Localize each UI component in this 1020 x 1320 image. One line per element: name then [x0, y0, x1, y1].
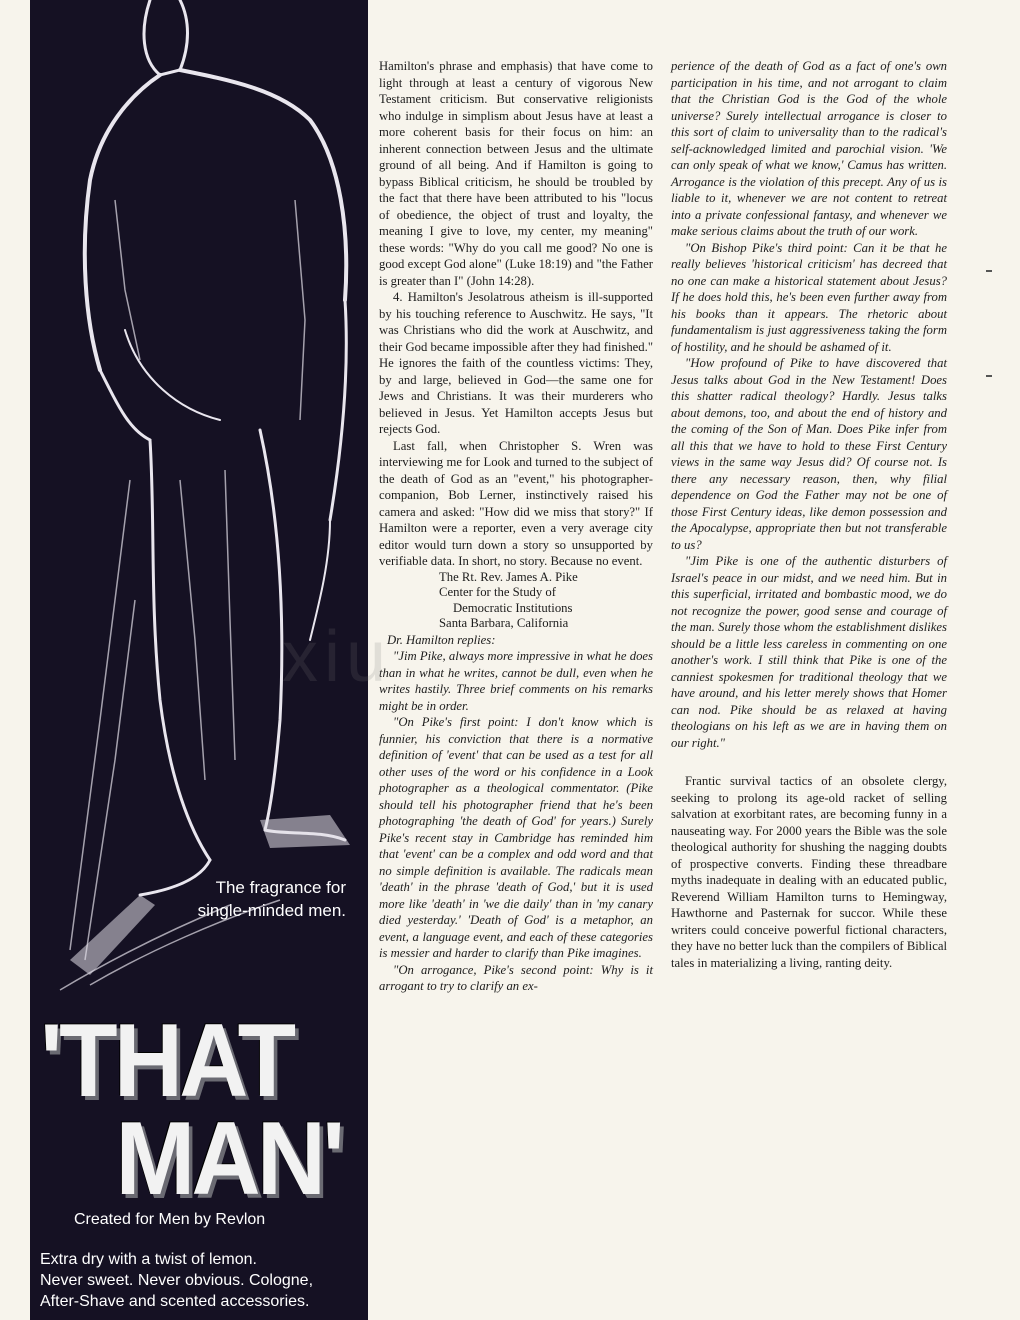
paragraph: "On Pike's first point: I don't know which is funnier, his conviction that there is a normative definition of 'event' that can be used as a test for all other uses of the word or his confidence in a Look photographer as a theological commentator. (Pike should tell his photographer friend that he's been photographing 'the death of God' for years.) Surely Pike's recent stay in Cambridge has reminded him that 'event' can be a complex and odd word and that no simple definition is available. The radicals mean 'death' in the phrase 'death of God,' but it is used more like 'death' in 'we die daily' than in 'my canary died yesterday.' 'Death of God' is a metaphor, an event, a language event, and each of these categories is messier and harder to clarify than Pike imagines.: [379, 715, 653, 960]
paragraph: 4. Hamilton's Jesolatrous atheism is ill-supported by his touching reference to Auschwitz. He says, "It was Christians who did the work at Auschwitz, and their God became impossible after they had finished." He ignores the faith of the countless victims: They, by and large, believed in God—the same one for Jews and Christians. It was their murderers who believed in Jesus. Yet Hamilton accepts Jesus but rejects God.: [379, 290, 653, 436]
paragraph: "Jim Pike, always more impressive in what he does than in what he writes, cannot be dull, even when he writes hastily. Three brief comments on his remarks might be in order.: [379, 649, 653, 713]
ad-footer-line2: Never sweet. Never obvious. Cologne,: [40, 1272, 314, 1289]
man-illustration: [30, 0, 368, 1010]
revlon-that-man-ad: [30, 0, 368, 1320]
paragraph: Last fall, when Christopher S. Wren was interviewing me for Look and turned to the subject of the death of God as an "event," his photographer-companion, Bob Lerner, instinctively raised his camera and asked: "How did we miss that story?" If Hamilton were a reporter, even a very average city editor would turn down a story so unsupported by verifiable data. In short, no story. Because no event.: [379, 438, 653, 568]
signature-line: Santa Barbara, California: [439, 616, 569, 630]
letter-separator: [671, 751, 947, 773]
edge-mark: [986, 375, 992, 377]
ad-tagline-line1: The fragrance for: [215, 878, 346, 897]
ad-footer-line1: Extra dry with a twist of lemon.: [40, 1251, 257, 1268]
ad-tagline: [198, 876, 346, 922]
paragraph: "On arrogance, Pike's second point: Why is it arrogant to try to clarify an ex-: [379, 962, 653, 993]
article-column-right: [671, 58, 947, 971]
signature-line: Center for the Study of: [439, 585, 556, 599]
paragraph: Hamilton's phrase and emphasis) that have come to light through at least a century of vigorous New Testament criticism. But conservative religionists who indulge in simplism about Jesus have at least a more coherent basis for their focus on him: an inherent connection between Jesus and the ultimate ground of all being. And if Hamilton is going to bypass Biblical criticism, he should be troubled by the fact that there have been attributed to his "locus of obedience, the object of trust and loyalty, the meaning I give to love, my center, my meaning" these words: "Why do you call me good? No one is good except God alone" (Luke 18:19) and "the Father is greater than I" (John 14:28).: [379, 59, 653, 288]
ad-headline-line1: 'THAT: [40, 1003, 293, 1119]
signature-name: The Rt. Rev. James A. Pike: [439, 569, 578, 584]
paragraph: Frantic survival tactics of an obsolete clergy, seeking to prolong its age-old racket of selling salvation at exorbitant rates, are becoming funny in a nauseating way. For 2000 years the Bible was the sole theological authority for shushing the nagging doubts of prospective converts. Finding these threadbare myths inadequate in dealing with an educated public, Reverend William Hamilton turns to Hemingway, Hawthorne and Pasternak for succor. While these writers could conceive powerful fictional characters, they have no better luck than the compilers of Biblical tales in materializing a living, ranting deity.: [671, 774, 947, 970]
ad-footer: [40, 1249, 366, 1312]
paragraph: "Jim Pike is one of the authentic disturbers of Israel's peace in our midst, and we need him. But in this superficial, irritated and bombastic mood, we do not recognize the power, good sense and courage of the man. Surely those whom the establishment dislikes should be a little less careless in commenting on one another's work. I still think that Pike is one of the canniest spokesmen for traditional theology that we have around, and his letter merely shows that Homer can nod. Pike should be as relaxed at having theologians on his left as we are in having them on our right.": [671, 554, 947, 750]
ad-tagline-line2: single-minded men.: [197, 901, 346, 920]
letter-signature: [379, 570, 653, 632]
ad-footer-line3: After-Shave and scented accessories.: [40, 1293, 310, 1310]
ad-headline-line2: MAN': [115, 1101, 342, 1217]
ad-created-line: Created for Men by Revlon: [74, 1211, 266, 1228]
signature-line: Democratic Institutions: [453, 600, 573, 615]
paragraph: "How profound of Pike to have discovered that Jesus talks about God in the New Testament! Does this shatter radical theology? Hardly. Jesus talks about demons, too, and about the end of history and the coming of the Son of Man. Does Pike infer from all this that we have to hold to these First Century views in the same way Jesus did? Of course not. Is there any necessary reason, then, why filial dependence on God the Father may not be one of those First Century ideas, like demon possession and the Apocalypse, appropriate then but not transferable to us?: [671, 356, 947, 552]
edge-mark: [986, 270, 992, 272]
ad-headline: [40, 1003, 342, 1217]
paragraph: "On Bishop Pike's third point: Can it be that he really believes 'historical criticism' has decreed that no one can make a historical statement about Jesus? If he does hold this, he's been even further away from his books than it appears. The rhetoric about fundamentalism is just aggressiveness taking the form of hostility, and he should be ashamed of it.: [671, 240, 947, 354]
paragraph: perience of the death of God as a fact of one's own participation in his time, and not arrogant to claim that the Christian God is the God of the whole universe? Surely intellectual arrogance is closer to this sort of claim to universality than to the radical's self-acknowledged limited and parochial vision. 'We can only speak of what we know,' Camus has written. Arrogance is the violation of this precept. Any of us is liable to it, whenever we are not content to retreat into a private confessional fantasy, and whenever we make serious claims about the truth of our work.: [671, 59, 947, 238]
article-column-middle: [379, 58, 653, 995]
reply-heading: Dr. Hamilton replies:: [387, 632, 496, 647]
